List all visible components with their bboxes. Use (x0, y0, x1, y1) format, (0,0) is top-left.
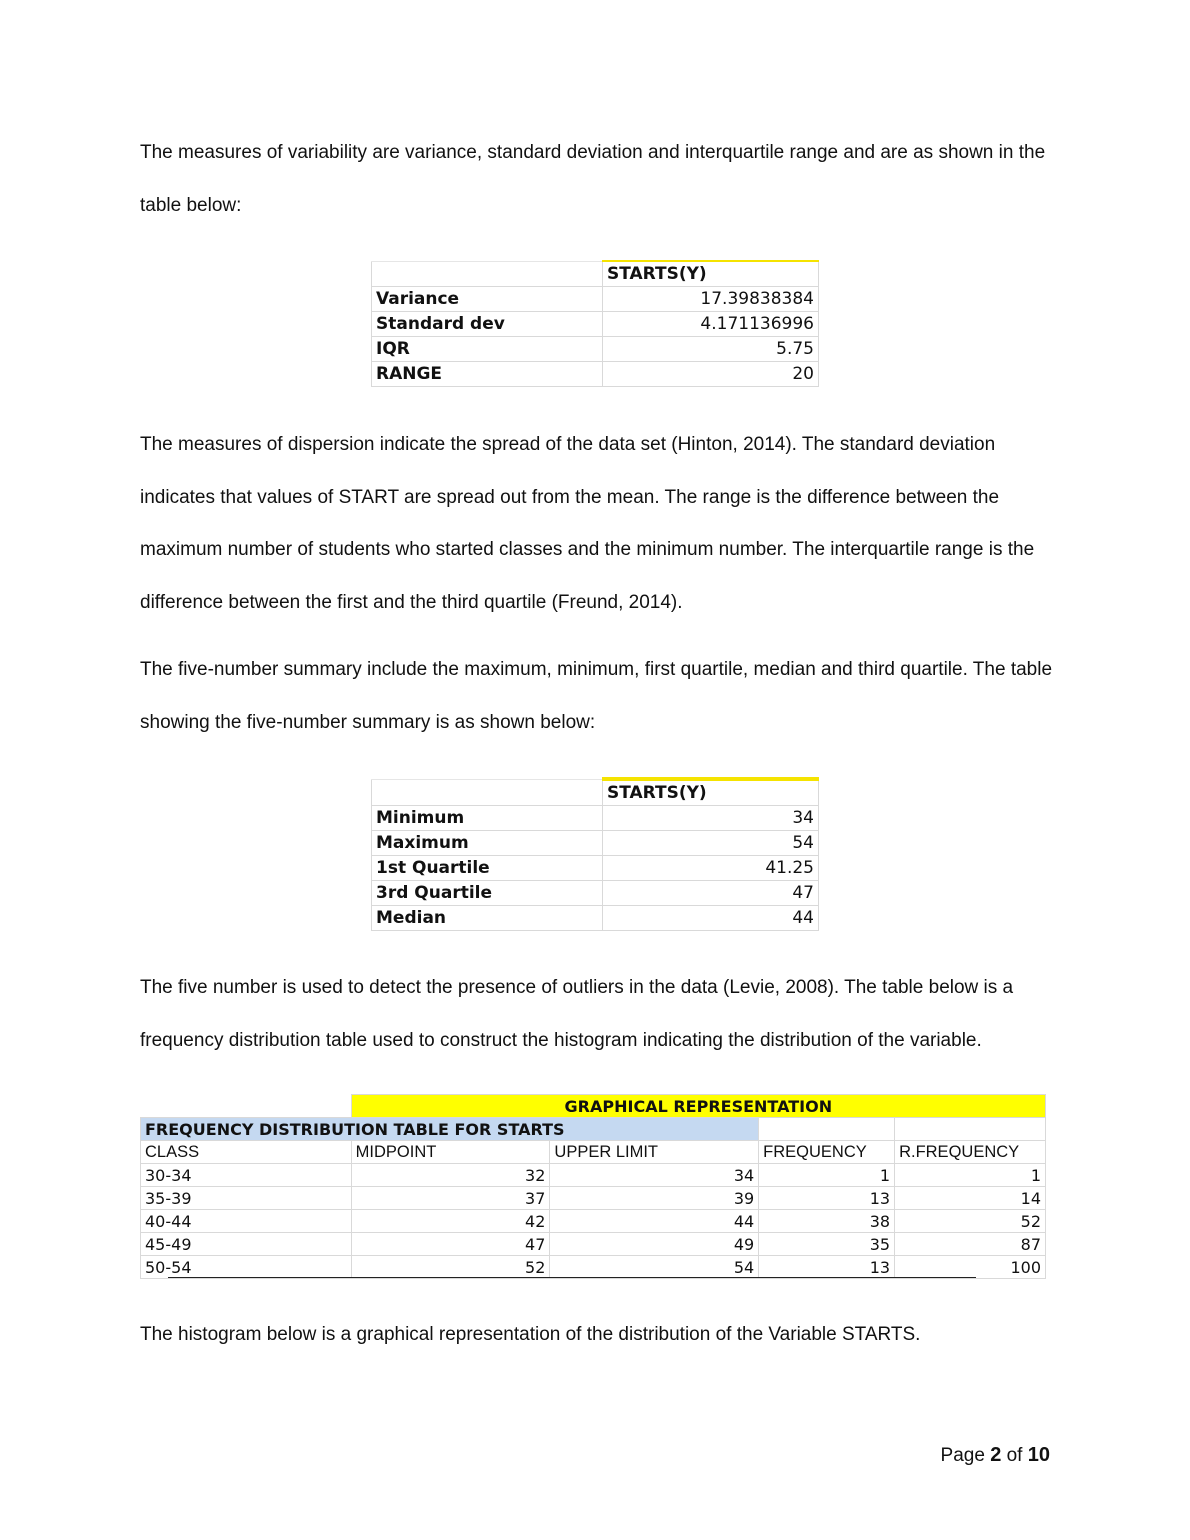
column-header-row (141, 1141, 1046, 1164)
five-number-table (371, 777, 819, 931)
column-header-starts: STARTS(Y) (603, 261, 819, 287)
paragraph-outliers: The five number is used to detect the presence of outliers in the data (Levie, 2008). The table below is a frequency distribution table used to construct the histogram indicating the distribution of the variable. (140, 977, 1014, 1051)
row-value: 5.75 (603, 337, 819, 362)
paragraph-five-number-intro: The five-number summary include the maximum, minimum, first quartile, median and third quartile. The table showing the five-number summary is as shown below: (140, 659, 1053, 733)
page-word: Page (940, 1445, 985, 1466)
of-word: of (1006, 1445, 1023, 1466)
banner-spacer (141, 1095, 352, 1118)
frequency-cell: 1 (759, 1164, 895, 1187)
midpoint-cell: 42 (351, 1210, 550, 1233)
class-cell: 30-34 (141, 1164, 352, 1187)
midpoint-cell: 47 (351, 1233, 550, 1256)
class-cell: 35-39 (141, 1187, 352, 1210)
table-row (141, 1256, 1046, 1279)
page-footer (941, 1444, 1050, 1467)
frequency-cell: 38 (759, 1210, 895, 1233)
row-value: 20 (603, 362, 819, 387)
table-row (372, 287, 819, 312)
row-value: 41.25 (603, 856, 819, 881)
column-header-upper-limit: UPPER LIMIT (550, 1141, 759, 1164)
row-value: 4.171136996 (603, 312, 819, 337)
upper-limit-cell: 39 (550, 1187, 759, 1210)
midpoint-cell: 37 (351, 1187, 550, 1210)
column-header-starts: STARTS(Y) (603, 779, 819, 806)
frequency-cell: 13 (759, 1256, 895, 1279)
paragraph-histogram-intro: The histogram below is a graphical representation of the distribution of the Variable STARTS. (140, 1324, 921, 1345)
frequency-table-title: FREQUENCY DISTRIBUTION TABLE FOR STARTS (141, 1118, 759, 1141)
table-corner-cell (372, 779, 603, 806)
relative-frequency-cell: 100 (895, 1256, 1046, 1279)
row-label: Variance (372, 287, 603, 312)
table-row (372, 337, 819, 362)
row-label: Standard dev (372, 312, 603, 337)
column-header-frequency: FREQUENCY (759, 1141, 895, 1164)
upper-limit-cell: 34 (550, 1164, 759, 1187)
page-number: 2 (990, 1444, 1002, 1466)
frequency-distribution-table (140, 1094, 1046, 1279)
midpoint-cell: 32 (351, 1164, 550, 1187)
frequency-cell: 13 (759, 1187, 895, 1210)
row-label: 3rd Quartile (372, 881, 603, 906)
paragraph-dispersion: The measures of dispersion indicate the spread of the data set (Hinton, 2014). The standard deviation indicates that values of START are spread out from the mean. The range is the difference between the maximum number of students who started classes and the minimum number. The interquartile range is the difference between the first and the third quartile (Freund, 2014). (140, 434, 1035, 613)
table-row (141, 1164, 1046, 1187)
upper-limit-cell: 54 (550, 1256, 759, 1279)
table-row (372, 906, 819, 931)
table-row (372, 831, 819, 856)
row-label: 1st Quartile (372, 856, 603, 881)
paragraph-variability-intro: The measures of variability are variance, standard deviation and interquartile range and are as shown in the table below: (140, 142, 1046, 216)
row-value: 47 (603, 881, 819, 906)
row-value: 44 (603, 906, 819, 931)
class-cell: 40-44 (141, 1210, 352, 1233)
table-row (141, 1187, 1046, 1210)
relative-frequency-cell: 87 (895, 1233, 1046, 1256)
upper-limit-cell: 44 (550, 1210, 759, 1233)
table-row (141, 1210, 1046, 1233)
row-value: 54 (603, 831, 819, 856)
table-row (141, 1233, 1046, 1256)
upper-limit-cell: 49 (550, 1233, 759, 1256)
midpoint-cell: 52 (351, 1256, 550, 1279)
row-label: Median (372, 906, 603, 931)
row-label: IQR (372, 337, 603, 362)
column-header-midpoint: MIDPOINT (351, 1141, 550, 1164)
table-row (372, 856, 819, 881)
empty-cell (895, 1118, 1046, 1141)
column-header-class: CLASS (141, 1141, 352, 1164)
table-row (372, 312, 819, 337)
table-corner-cell (372, 261, 603, 287)
empty-cell (759, 1118, 895, 1141)
graphical-representation-banner: GRAPHICAL REPRESENTATION (351, 1095, 1045, 1118)
relative-frequency-cell: 52 (895, 1210, 1046, 1233)
class-cell: 45-49 (141, 1233, 352, 1256)
relative-frequency-cell: 1 (895, 1164, 1046, 1187)
frequency-cell: 35 (759, 1233, 895, 1256)
row-value: 34 (603, 806, 819, 831)
class-cell: 50-54 (141, 1256, 352, 1279)
total-pages: 10 (1027, 1444, 1050, 1466)
variability-table (371, 260, 819, 387)
table-row (372, 881, 819, 906)
relative-frequency-cell: 14 (895, 1187, 1046, 1210)
row-value: 17.39838384 (603, 287, 819, 312)
row-label: RANGE (372, 362, 603, 387)
table-row (372, 362, 819, 387)
column-header-relative-frequency: R.FREQUENCY (895, 1141, 1046, 1164)
row-label: Minimum (372, 806, 603, 831)
row-label: Maximum (372, 831, 603, 856)
table-bottom-rule (168, 1277, 976, 1278)
table-row (372, 806, 819, 831)
